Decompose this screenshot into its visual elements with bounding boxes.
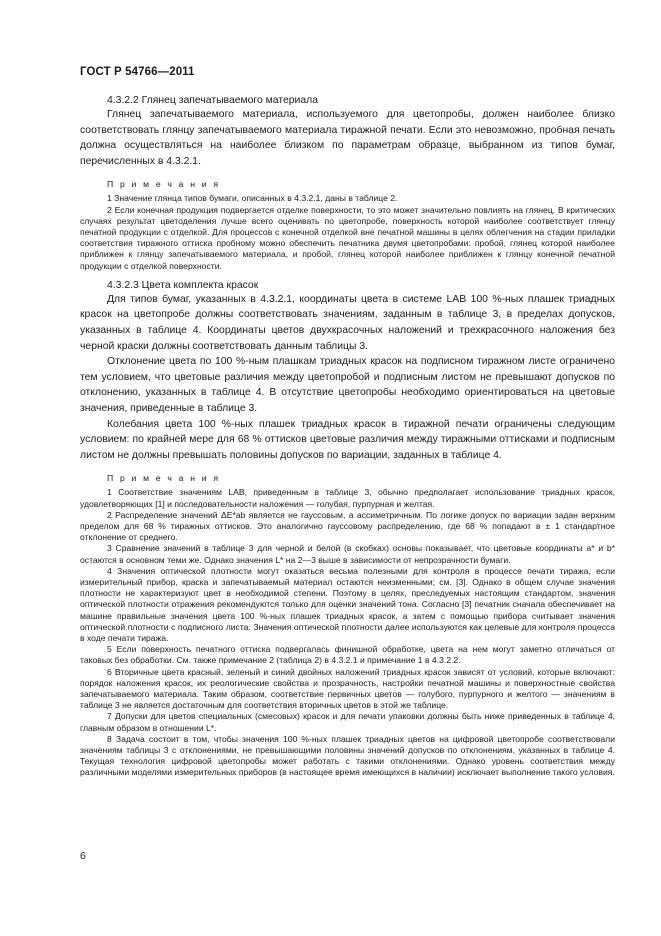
note-item: 5 Если поверхность печатного оттиска подвергалась финишной обработке, цвета на нем могут заметно отличаться от таковых без обработки. См. также примечание 2 (таблица 2) в 4.3.2.1 и примечание 1 в 4.3.2.2. [80,644,615,666]
clause-heading-4-3-2-3: 4.3.2.3 Цвета комплекта красок [107,279,259,291]
note-item: 3 Сравнение значений в таблице 3 для черной и белой (в скобках) основы показывает, что цветовые координаты a* и b* остаются в основном теми же. Однако значения L* на 2—3 выше в зависимости от непрозрачности бумаги. [80,543,615,565]
clause-paragraph: Глянец запечатываемого материала, используемого для цветопробы, должен наиболее близко соответствовать глянцу запечатываемого материала тиражной печати. Если это невозможно, пробная печать должна осуществляться на наиболее близком по параметрам образце, выбранном из типов бумаг, перечисленных в 4.3.2.1. [80,109,615,167]
note-item: 4 Значения оптической плотности могут оказаться весьма полезными для контроля в процессе печати тиража, если измерительный прибор, краска и запечатываемый материал остаются неизменными; см. [3]. Однако в общем случае значения плотности не характеризуют цвет в необходимой степени. Поэтому в целях, преследуемых настоящим стандартом, значения оптической плотности отражения рекомендуются только для оценки значений тона. Согласно [3] печатник сначала обеспечивает на машине правильные значения цвета 100 %-ных плашек триадных красок, а затем с помощью прибора считывает значения оптической плотности с подписного листа. Значения оптической плотности далее используются как целевые для контроля процесса в ходе печати тиража. [80,565,615,643]
notes-title: П р и м е ч а н и я [107,179,221,190]
note-item: 6 Вторичные цвета красный, зеленый и синий двойных наложений триадных красок зависят от условий, которые включают: порядок наложения красок, их реологические свойства и прозрачность, настройки печатной машины и поверхностные свойства запечатываемого материала. Таким образом, соответствие первичных цветов — голубого, пурпурного и желтого — значениям в таблице 3 не является достаточным для соответствия вторичных цветов в этой же таблице. [80,666,615,711]
notes-title: П р и м е ч а н и я [107,473,221,484]
note-item: 1 Соответствие значениям LAB, приведенным в таблице 3, обычно предполагает использование триадных красок, удовлетворяющих [1] и последовательности наложения — голубая, пурпурная и желтая. [80,487,615,509]
standard-header: ГОСТ Р 54766—2011 [80,66,195,78]
clause-heading-4-3-2-2: 4.3.2.2 Глянец запечатываемого материала [107,95,318,106]
note-item: 7 Допуски для цветов специальных (смесовых) красок и для печати упаковки должны быть ниже приведенных в таблице 4, главным образом в отношении L*. [80,711,615,733]
page-body [80,94,615,779]
note-item: 1 Значение глянца типов бумаги, описанных в 4.3.2.1, даны в таблице 2. [107,193,398,204]
note-item: 8 Задача состоит в том, чтобы значения 100 %-ных плашек триадных цветов на цифровой цветопробе соответствовали значениям таблицы 3 с отклонениями, не превышающими половины значений допусков по отклонениям, указанных в таблице 4. Текущая технология цифровой цветопробы может работать с такими отклонениями. Однако уровень соответствия между различными моделями измерительных приборов (в настоящее время имеющихся в наличии) исключает выполнение такого условия. [80,733,615,778]
page-number: 6 [80,850,86,862]
clause-paragraph: Колебания цвета 100 %-ных плашек триадных красок в тиражной печати ограничены следующим условием: по крайней мере для 68 % оттисков цветовые различия между тиражными оттисками и подписным листом не должны превышать половины допусков по вариации, заданных в таблице 4. [80,418,615,461]
clause-paragraph: Отклонение цвета по 100 %-ным плашкам триадных красок на подписном тиражном листе ограничено тем условием, что цветовые различия между цветопробой и подписным листом не превышают допусков по отклонению, указанных в таблице 4. В отсутствие цветопробы необходимо ориентироваться на цветовые значения, приведенные в таблице 3. [80,356,615,414]
clause-paragraph: Для типов бумаг, указанных в 4.3.2.1, координаты цвета в системе LAB 100 %-ных плашек триадных красок на цветопробе должны соответствовать значениям, заданным в таблице 3, в пределах допусков, указанных в таблице 4. Координаты цветов двухкрасочных наложений и трехкрасочного наложения без черной краски должны соответствовать данным таблицы 3. [80,293,615,352]
note-item: 2 Распределение значений ΔE*ab является не гауссовым, а ассиметричным. По логике допуск по вариации задан верхним пределом для 68 % тиражных оттисков. Это аналогично гауссовому распределению, где 68 % попадают в ± 1 стандартное отклонение от среднего. [80,509,615,543]
note-item: 2 Если конечная продукция подвергается отделке поверхности, то это может значительно повлиять на глянец. В критических случаях результат цветоделения лучше всего оценивать по цветопробе, поверхность которой наиболее соответствует глянцу печатной продукции с отделкой. Для процессов с конечной отделкой вне печатной машины в целях облегчения на стадии приладки соответствия тиражного оттиска пробному можно обеспечить печатника двумя цветопробами: пробой, глянец которой наиболее приближен к глянцу запечатываемого материала, и пробой, глянец которой наиболее приближен к глянцу конечной печатной продукции с отделкой поверхности. [80,204,615,271]
